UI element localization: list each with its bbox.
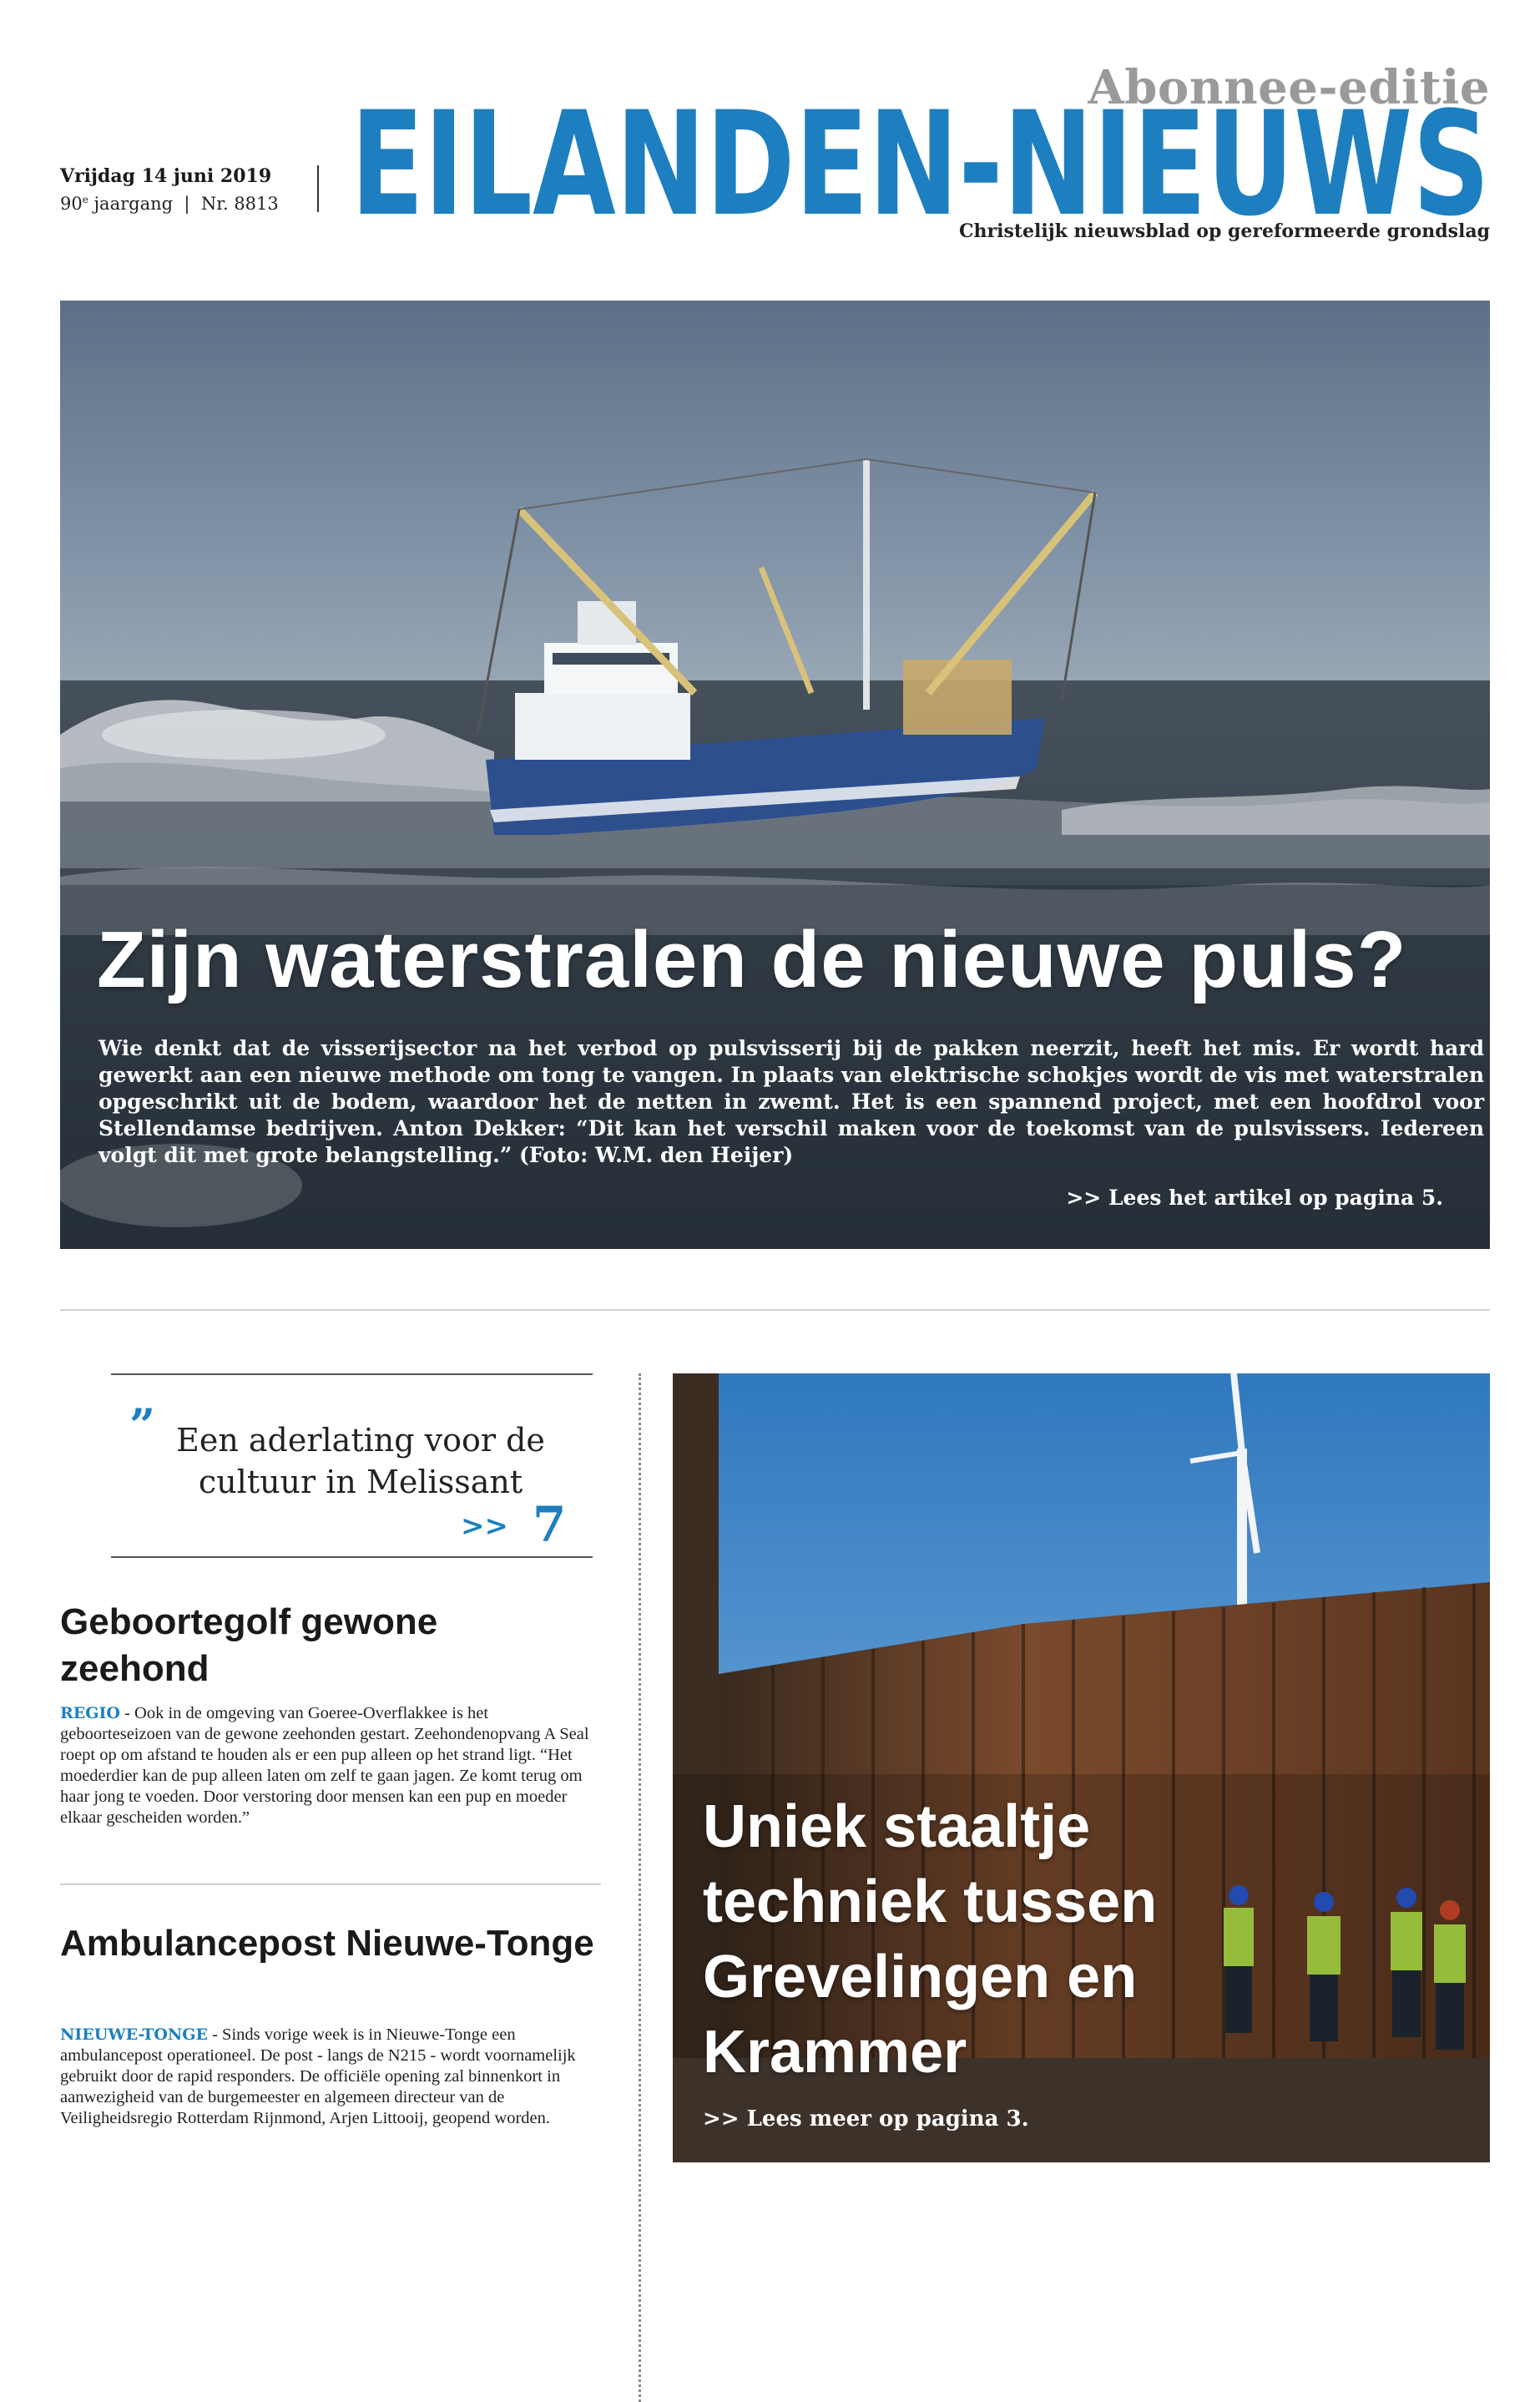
ship-aft-house bbox=[903, 660, 1012, 735]
article-kicker: REGIO bbox=[60, 1704, 120, 1722]
ship-windows bbox=[553, 653, 669, 665]
quote-mark-icon: ” bbox=[129, 1398, 156, 1452]
volume-suffix: e bbox=[82, 194, 88, 205]
article-divider bbox=[60, 1884, 601, 1885]
article-title[interactable]: Geboortegolf gewone zeehond bbox=[60, 1601, 438, 1689]
issue-date: Vrijdag 14 juni 2019 bbox=[60, 165, 272, 187]
quote-arrow-icon: >> bbox=[461, 1509, 508, 1543]
tagline: Christelijk nieuwsblad op gereformeerde grondslag bbox=[958, 220, 1490, 242]
issue-separator: | bbox=[184, 194, 190, 214]
feature-read-more-link[interactable]: >> Lees meer op pagina 3. bbox=[703, 2106, 1029, 2131]
feature-photo[interactable] bbox=[673, 1373, 1490, 2162]
volume-label: jaargang bbox=[93, 194, 174, 214]
article-body bbox=[60, 1703, 594, 1828]
ship-deckhouse bbox=[515, 693, 690, 760]
article-body bbox=[60, 2025, 594, 2129]
ship-mast bbox=[863, 459, 870, 710]
quote-page-link[interactable]: 7 bbox=[533, 1496, 567, 1553]
edition-label: Abonnee-editie bbox=[1088, 60, 1490, 115]
sky bbox=[60, 301, 1490, 693]
issue-info bbox=[60, 194, 279, 214]
column-divider bbox=[639, 1373, 641, 2402]
feature-headline[interactable]: Uniek staaltje techniek tussen Grevelingen en Krammer bbox=[703, 1793, 1158, 2086]
quote-top-rule bbox=[111, 1373, 593, 1375]
article-text: - Sinds vorige week is in Nieuwe-Tonge een ambulancepost operationeel. De post - langs de N215 - wordt voornamelijk gebruikt door de rapid responders. De officiële opening zal binnenkort in aanwezigheid van de burgemeester en algemeen directeur van de Veiligheidsregio Rotterdam Rijnmond, Arjen Littooij, geopend worden. bbox=[60, 2025, 576, 2127]
hero-read-more-link[interactable]: >> Lees het artikel op pagina 5. bbox=[1066, 1186, 1443, 1210]
logo-wordmark: EILANDEN-NIEUWS bbox=[351, 107, 1490, 232]
article-text: - Ook in de omgeving van Goeree-Overflakkee is het geboorteseizoen van de gewone zeehonden gestart. Zeehondenopvang A Seal roept op om afstand te houden als er een pup alleen op het strand ligt. “Het moederdier kan de pup alleen laten om zelf te gaan jagen. Ze komt terug om haar jong te voeden. Door verstoring door mensen kan een pup en moeder elkaar gescheiden worden.” bbox=[60, 1704, 589, 1827]
hero-headline[interactable]: Zijn waterstralen de nieuwe puls? bbox=[97, 915, 1407, 1004]
article-title[interactable]: Ambulancepost Nieuwe-Tonge bbox=[60, 1923, 594, 1964]
pull-quote[interactable]: Een aderlating voor de cultuur in Melissant bbox=[176, 1422, 545, 1500]
hero-photo[interactable] bbox=[60, 301, 1490, 1249]
volume-number: 90 bbox=[60, 194, 83, 214]
section-divider bbox=[60, 1309, 1490, 1311]
article-kicker: NIEUWE-TONGE bbox=[60, 2025, 208, 2044]
newspaper-logo bbox=[351, 107, 1490, 232]
issue-number: Nr. 8813 bbox=[200, 194, 279, 214]
hero-lead: Wie denkt dat de visserijsector na het verbod op pulsvisserij bij de pakken neerzit, heeft het mis. Er wordt hard gewerkt aan een nieuwe methode om tong te vangen. In plaats van elektrische schokjes wordt de vis met waterstralen opgeschrikt uit de bodem, waardoor het de netten in zwemt. Het is een spannend project, met een hoofdrol voor Stellendamse bedrijven. Anton Dekker: “Dit kan het verschil maken voor de toekomst van de pulsvissers. Iedereen volgt dit met grote belangstelling.” (Foto: W.M. den Heijer) bbox=[98, 1036, 1484, 1167]
spray-left bbox=[102, 710, 386, 760]
quote-bottom-rule bbox=[111, 1556, 593, 1558]
masthead-divider bbox=[317, 165, 319, 212]
